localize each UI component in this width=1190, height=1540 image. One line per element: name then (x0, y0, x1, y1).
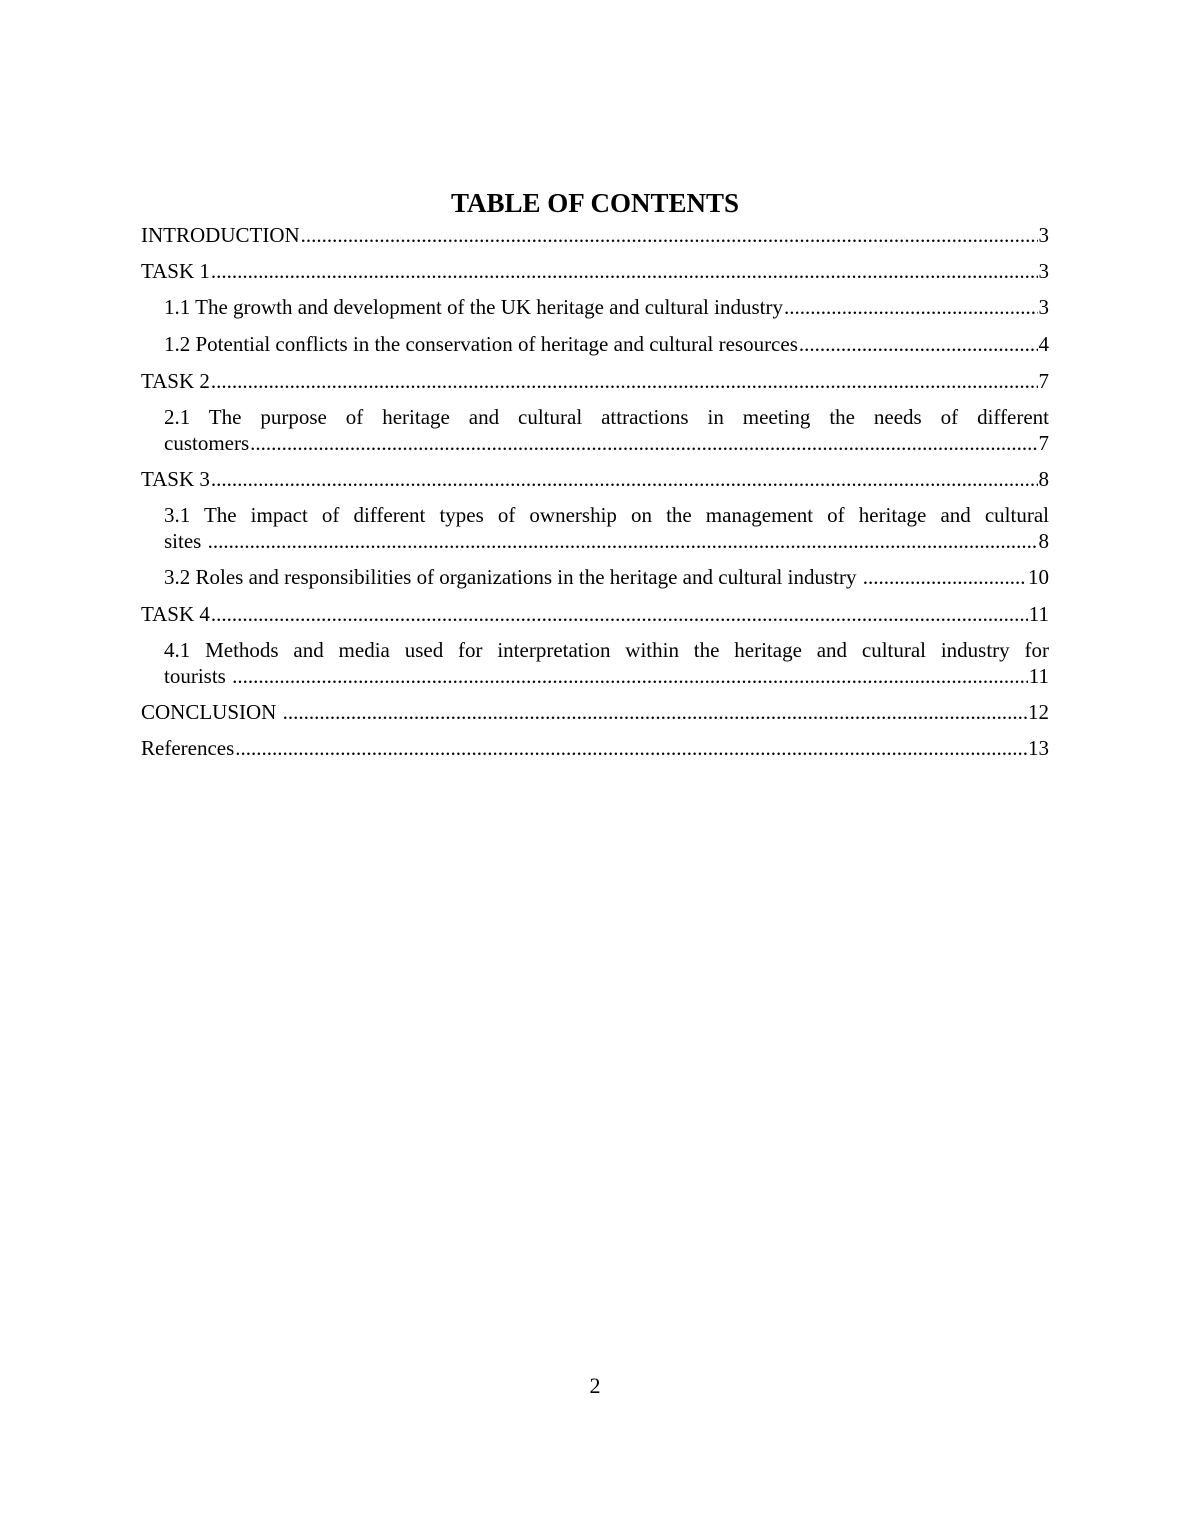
dot-leader (211, 466, 1038, 492)
toc-title: TABLE OF CONTENTS (450, 188, 740, 218)
toc-entry-4-1[interactable] (141, 637, 1049, 689)
toc-entry-label-line2: sites (164, 529, 207, 553)
toc-entry-3-1[interactable] (141, 502, 1049, 554)
toc-entry-2-1[interactable] (141, 404, 1049, 456)
toc-entry-page: 13 (1028, 736, 1049, 760)
toc-entry-page: 10 (1028, 565, 1049, 589)
toc-entry-task-2[interactable] (141, 368, 1049, 394)
dot-leader (211, 258, 1038, 284)
dot-leader (208, 528, 1038, 554)
toc-entry-page: 11 (1028, 664, 1049, 688)
toc-entry-conclusion[interactable] (141, 699, 1049, 725)
toc-entry-page: 8 (1038, 467, 1049, 491)
dot-leader (301, 222, 1038, 248)
toc-entry-label: CONCLUSION (141, 700, 282, 724)
toc-entry-label-line2: tourists (164, 664, 232, 688)
toc-entry-label: TASK 1 (141, 259, 210, 283)
toc-entry-3-2[interactable] (141, 564, 1049, 590)
dot-leader (250, 430, 1037, 456)
toc-entry-label: 1.1 The growth and development of the UK heritage and cultural industry (164, 295, 783, 319)
toc-entry-page: 7 (1038, 431, 1049, 455)
toc-entry-label-line1: 2.1 The purpose of heritage and cultural attractions in meeting the needs of different (164, 405, 1049, 429)
toc-entry-line2 (164, 528, 1049, 554)
dot-leader (784, 294, 1038, 320)
toc-entry-introduction[interactable] (141, 222, 1049, 248)
toc-entry-page: 11 (1028, 602, 1049, 626)
dot-leader (799, 331, 1038, 357)
table-of-contents (141, 222, 1049, 771)
toc-entry-references[interactable] (141, 735, 1049, 761)
page-number: 2 (589, 1373, 601, 1398)
toc-entry-label: References (141, 736, 235, 760)
toc-entry-task-1[interactable] (141, 258, 1049, 284)
toc-entry-task-3[interactable] (141, 466, 1049, 492)
toc-entry-label-line2: customers (164, 431, 250, 455)
toc-entry-page: 3 (1038, 259, 1049, 283)
toc-entry-1-1[interactable] (141, 294, 1049, 320)
toc-entry-label: TASK 3 (141, 467, 210, 491)
dot-leader (235, 735, 1027, 761)
toc-entry-page: 7 (1038, 369, 1049, 393)
toc-entry-label: TASK 4 (141, 602, 210, 626)
toc-entry-page: 4 (1038, 332, 1049, 356)
toc-entry-1-2[interactable] (141, 331, 1049, 357)
dot-leader (863, 564, 1027, 590)
toc-entry-task-4[interactable] (141, 601, 1049, 627)
dot-leader (283, 699, 1027, 725)
toc-entry-line2 (164, 663, 1049, 689)
toc-entry-page: 8 (1038, 529, 1049, 553)
toc-entry-label: TASK 2 (141, 369, 210, 393)
toc-entry-label: 3.2 Roles and responsibilities of organizations in the heritage and cultural industry (164, 565, 862, 589)
toc-entry-page: 3 (1038, 223, 1049, 247)
toc-entry-line2 (164, 430, 1049, 456)
toc-entry-label-line1: 3.1 The impact of different types of ownership on the management of heritage and cultural (164, 503, 1049, 527)
toc-entry-label: 1.2 Potential conflicts in the conservation of heritage and cultural resources (164, 332, 798, 356)
toc-entry-page: 3 (1038, 295, 1049, 319)
toc-entry-page: 12 (1028, 700, 1049, 724)
dot-leader (211, 368, 1038, 394)
dot-leader (232, 663, 1028, 689)
toc-entry-label: INTRODUCTION (141, 223, 300, 247)
dot-leader (211, 601, 1028, 627)
toc-entry-label-line1: 4.1 Methods and media used for interpretation within the heritage and cultural industry for (164, 638, 1049, 662)
